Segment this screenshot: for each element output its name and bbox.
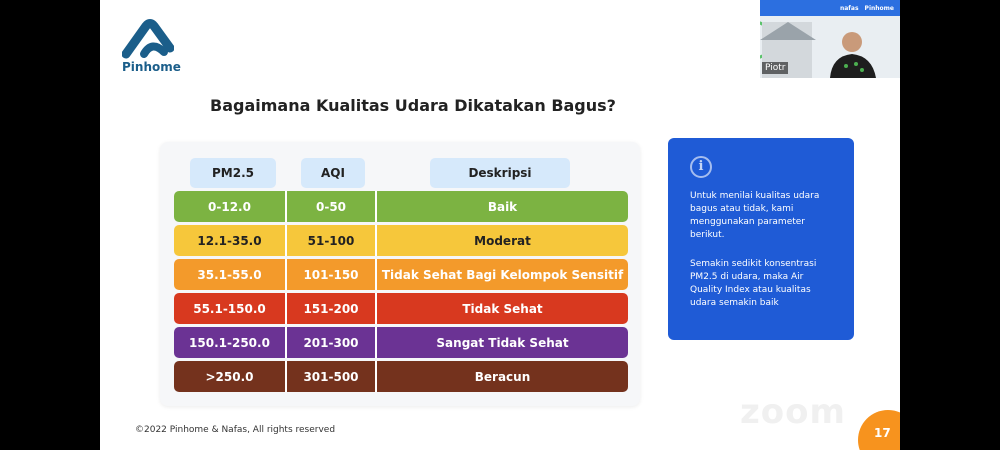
table-row	[174, 293, 628, 324]
table-row	[174, 327, 628, 358]
header-pm25: PM2.5	[190, 158, 276, 188]
nafas-brand: nafas	[839, 4, 859, 12]
info-icon: i	[690, 156, 712, 178]
header-aqi: AQI	[301, 158, 365, 188]
background-roof	[760, 22, 816, 40]
pm-cell: 12.1-35.0	[174, 225, 285, 256]
header-deskripsi: Deskripsi	[430, 158, 570, 188]
participant-avatar	[822, 22, 878, 78]
desc-cell: Beracun	[375, 361, 628, 392]
participant-video[interactable]	[760, 0, 900, 78]
page-number: 17	[874, 426, 891, 440]
desc-cell: Moderat	[375, 225, 628, 256]
desc-cell: Baik	[375, 191, 628, 222]
table-row	[174, 225, 628, 256]
participant-name: Piotr	[762, 62, 788, 74]
pm-cell: 55.1-150.0	[174, 293, 285, 324]
info-paragraph: Semakin sedikit konsentrasi PM2.5 di udara, maka Air Quality Index atau kualitas udara semakin baik	[690, 259, 817, 308]
pm-cell: 35.1-55.0	[174, 259, 285, 290]
aqi-cell: 101-150	[285, 259, 375, 290]
slide-title: Bagaimana Kualitas Udara Dikatakan Bagus?	[210, 96, 616, 115]
aqi-table	[160, 142, 640, 406]
desc-cell: Tidak Sehat Bagi Kelompok Sensitif	[375, 259, 628, 290]
aqi-cell: 151-200	[285, 293, 375, 324]
pinhome-logo-text: Pinhome	[122, 60, 181, 74]
pm-cell: >250.0	[174, 361, 285, 392]
copyright-footer: ©2022 Pinhome & Nafas, All rights reserved	[135, 425, 336, 435]
aqi-cell: 51-100	[285, 225, 375, 256]
table-row	[174, 259, 628, 290]
pm-cell: 0-12.0	[174, 191, 285, 222]
video-header-bar	[760, 0, 900, 16]
info-box	[668, 138, 854, 340]
pinhome-brand: Pinhome	[864, 4, 894, 12]
aqi-cell: 301-500	[285, 361, 375, 392]
aqi-cell: 201-300	[285, 327, 375, 358]
table-row	[174, 361, 628, 392]
zoom-watermark: zoom	[740, 392, 846, 432]
table-row	[174, 191, 628, 222]
aqi-cell: 0-50	[285, 191, 375, 222]
pm-cell: 150.1-250.0	[174, 327, 285, 358]
desc-cell: Sangat Tidak Sehat	[375, 327, 628, 358]
info-paragraph: Untuk menilai kualitas udara bagus atau tidak, kami menggunakan parameter berikut.	[690, 191, 820, 240]
page-number-badge	[858, 410, 900, 450]
desc-cell: Tidak Sehat	[375, 293, 628, 324]
